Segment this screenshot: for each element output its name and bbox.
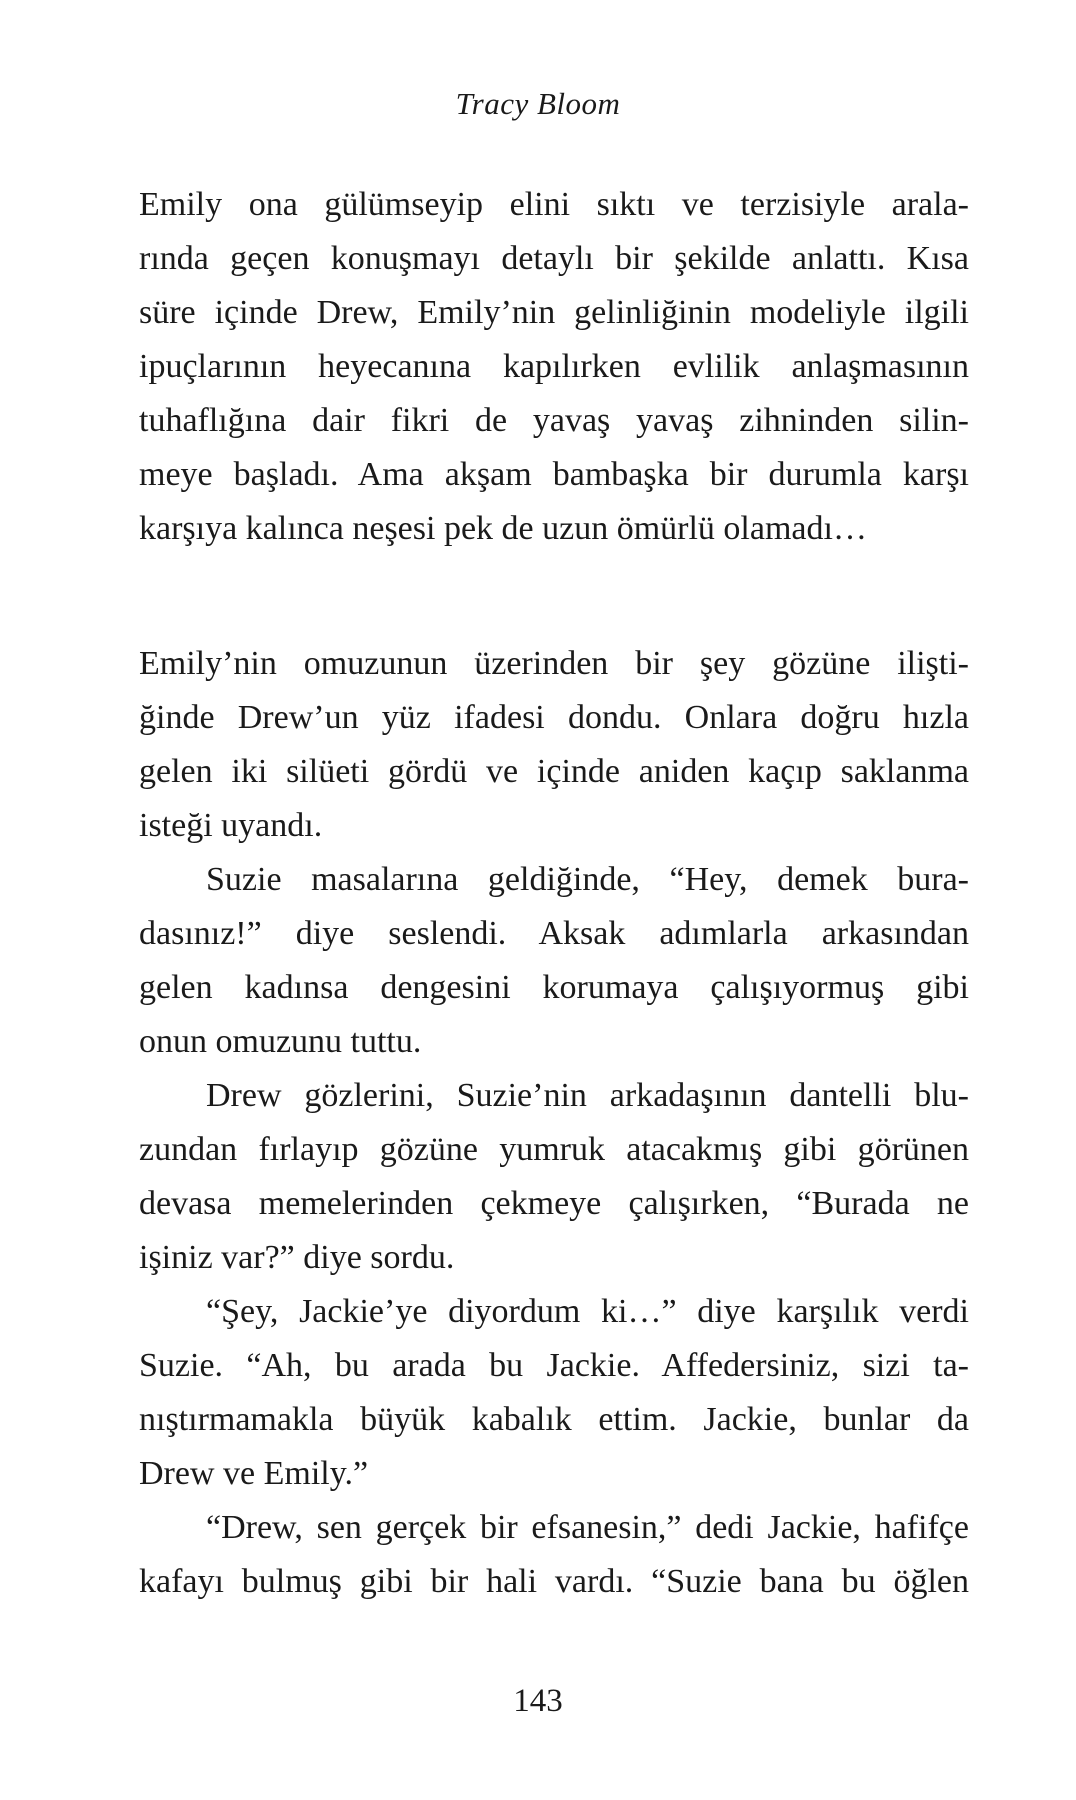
- text-line: süre içinde Drew, Emily’nin gelinliğinin modeliyle ilgili: [139, 294, 969, 331]
- text-line: isteği uyandı.: [139, 807, 323, 844]
- text-line: ipuçlarının heyecanına kapılırken evlilik anlaşmasının: [139, 348, 969, 385]
- text-line: gelen kadınsa dengesini korumaya çalışıyormuş gibi: [139, 969, 969, 1006]
- paragraph: [139, 637, 969, 853]
- text-line: Emily ona gülümseyip elini sıktı ve terzisiyle arala-: [139, 186, 969, 223]
- text-line: Drew gözlerini, Suzie’nin arkadaşının dantelli blu-: [206, 1077, 969, 1114]
- text-line: devasa memelerinden çekmeye çalışırken, “Burada ne: [139, 1185, 969, 1222]
- section-break: [139, 556, 969, 637]
- text-line: “Şey, Jackie’ye diyordum ki…” diye karşılık verdi: [206, 1293, 969, 1330]
- text-line: Drew ve Emily.”: [139, 1455, 369, 1492]
- text-line: onun omuzunu tuttu.: [139, 1023, 422, 1060]
- text-line: işiniz var?” diye sordu.: [139, 1239, 455, 1276]
- text-line: kafayı bulmuş gibi bir hali vardı. “Suzie bana bu öğlen: [139, 1563, 969, 1600]
- paragraph: [139, 853, 969, 1069]
- text-line: Emily’nin omuzunun üzerinden bir şey gözüne ilişti-: [139, 645, 969, 682]
- text-line: meye başladı. Ama akşam bambaşka bir durumla karşı: [139, 456, 969, 493]
- paragraph: [139, 178, 969, 556]
- text-line: gelen iki silüeti gördü ve içinde aniden kaçıp saklanma: [139, 753, 969, 790]
- paragraph: [139, 1501, 969, 1609]
- page-number: 143: [513, 1683, 563, 1719]
- text-line: nıştırmamakla büyük kabalık ettim. Jackie, bunlar da: [139, 1401, 969, 1438]
- text-line: dasınız!” diye seslendi. Aksak adımlarla arkasından: [139, 915, 969, 952]
- text-line: rında geçen konuşmayı detaylı bir şekilde anlattı. Kısa: [139, 240, 969, 277]
- text-line: Suzie. “Ah, bu arada bu Jackie. Affedersiniz, sizi ta-: [139, 1347, 969, 1384]
- text-line: zundan fırlayıp gözüne yumruk atacakmış gibi görünen: [139, 1131, 969, 1168]
- paragraph: [139, 1069, 969, 1285]
- text-line: ğinde Drew’un yüz ifadesi dondu. Onlara doğru hızla: [139, 699, 969, 736]
- running-head: Tracy Bloom: [455, 86, 621, 121]
- text-line: tuhaflığına dair fikri de yavaş yavaş zihninden silin-: [139, 402, 969, 439]
- body-text: [139, 178, 969, 1609]
- text-line: “Drew, sen gerçek bir efsanesin,” dedi Jackie, hafifçe: [206, 1509, 969, 1546]
- text-line: karşıya kalınca neşesi pek de uzun ömürlü olamadı…: [139, 510, 867, 547]
- paragraph: [139, 1285, 969, 1501]
- text-line: Suzie masalarına geldiğinde, “Hey, demek bura-: [206, 861, 969, 898]
